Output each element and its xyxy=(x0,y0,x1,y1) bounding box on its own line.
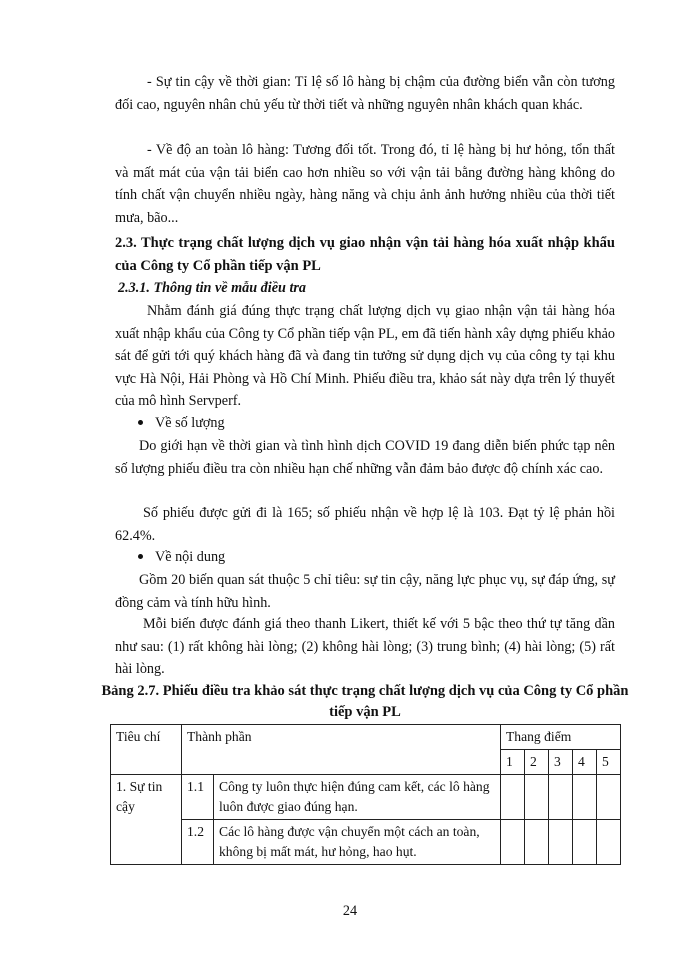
rating-cell xyxy=(549,820,573,865)
header-component: Thành phần xyxy=(182,725,501,775)
rating-cell xyxy=(573,775,597,820)
bullet-icon xyxy=(138,420,143,425)
rating-cell xyxy=(597,820,621,865)
paragraph-survey-intro: Nhằm đánh giá đúng thực trạng chất lượng dịch vụ giao nhận vận tải hàng hóa xuất nhập khẩu của Công ty Cổ phần tiếp vận PL, em đã tiến hành xây dựng phiếu khảo sát để gửi tới quý khách hàng đã và đang tin tưởng sử dụng dịch vụ của công ty tại khu vực Hà Nội, Hải Phòng và Hồ Chí Minh. Phiếu điều tra, khảo sát này dựa trên lý thuyết của mô hình Servperf. xyxy=(115,303,615,409)
rating-cell xyxy=(597,775,621,820)
rating-cell xyxy=(525,775,549,820)
subsection-heading: 2.3.1. Thông tin về mẫu điều tra xyxy=(118,280,307,296)
bullet-icon xyxy=(138,554,143,559)
paragraph-time-reliability: - Sự tin cậy về thời gian: Tỉ lệ số lô hàng bị chậm của đường biển vẫn còn tương đối cao, nguyên nhân chủ yếu từ thời tiết và những nguyên nhân khách quan khác. xyxy=(115,74,615,113)
item-text: Công ty luôn thực hiện đúng cam kết, các lô hàng luôn được giao đúng hạn. xyxy=(214,775,501,820)
criteria-group: 1. Sự tin cậy xyxy=(111,775,182,865)
item-code: 1.1 xyxy=(182,775,214,820)
table-header-row xyxy=(111,725,621,750)
scale-point: 5 xyxy=(597,750,621,775)
scale-point: 1 xyxy=(501,750,525,775)
rating-cell xyxy=(549,775,573,820)
item-code: 1.2 xyxy=(182,820,214,865)
section-heading: 2.3. Thực trạng chất lượng dịch vụ giao nhận vận tải hàng hóa xuất nhập khẩu của Công ty Cổ phần tiếp vận PL xyxy=(115,235,615,274)
item-text: Các lô hàng được vận chuyển một cách an toàn, không bị mất mát, hư hỏng, hao hụt. xyxy=(214,820,501,865)
scale-point: 2 xyxy=(525,750,549,775)
table-row xyxy=(111,775,621,820)
paragraph-shipment-safety: - Về độ an toàn lô hàng: Tương đối tốt. Trong đó, tỉ lệ hàng bị hư hỏng, tổn thất và mất mát của vận tải biển cao hơn nhiều so với vận tải bằng đường hàng không do tính chất vận chuyển nhiều ngày, hàng năng và chịu ảnh ảnh hưởng nhiều của thời tiết mưa, bão... xyxy=(115,142,615,226)
header-scale: Thang điểm xyxy=(501,725,621,750)
survey-table xyxy=(110,724,621,865)
paragraph-response-rate: Số phiếu được gửi đi là 165; số phiếu nhận về hợp lệ là 103. Đạt tỷ lệ phản hồi 62.4%. xyxy=(115,505,615,544)
table-caption: Bảng 2.7. Phiếu điều tra khảo sát thực trạng chất lượng dịch vụ của Công ty Cổ phần tiếp vận PL xyxy=(101,683,629,720)
bullet-quantity: Về số lượng xyxy=(138,412,225,434)
scale-point: 4 xyxy=(573,750,597,775)
rating-cell xyxy=(573,820,597,865)
table-row xyxy=(111,820,621,865)
rating-cell xyxy=(501,820,525,865)
header-criteria: Tiêu chí xyxy=(111,725,182,775)
paragraph-variables: Gồm 20 biến quan sát thuộc 5 chỉ tiêu: sự tin cậy, năng lực phục vụ, sự đáp ứng, sự đồng cảm và tính hữu hình. xyxy=(115,572,615,611)
bullet-content: Về nội dung xyxy=(138,546,225,568)
page-number: 24 xyxy=(342,903,358,919)
rating-cell xyxy=(525,820,549,865)
scale-point: 3 xyxy=(549,750,573,775)
rating-cell xyxy=(501,775,525,820)
paragraph-quantity-limits: Do giới hạn về thời gian và tình hình dịch COVID 19 đang diễn biến phức tạp nên số lượng phiếu điều tra còn nhiều hạn chế những vẫn đảm bảo được độ chính xác cao. xyxy=(115,438,615,477)
paragraph-likert: Mỗi biến được đánh giá theo thanh Likert, thiết kế với 5 bậc theo thứ tự tăng dần như sau: (1) rất không hài lòng; (2) không hài lòng; (3) trung bình; (4) hài lòng; (5) rất hài lòng. xyxy=(115,616,615,677)
